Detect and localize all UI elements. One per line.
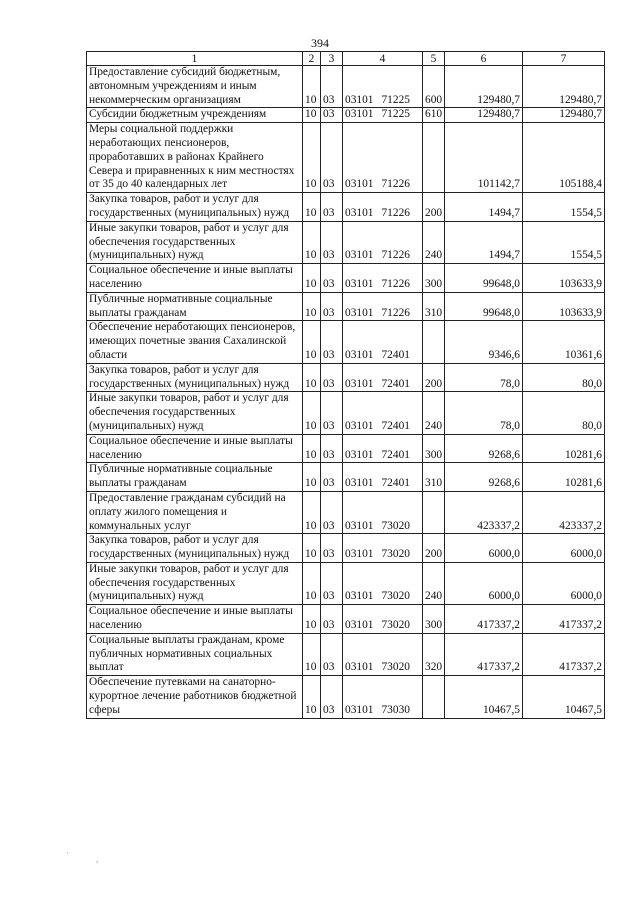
section-code-cell: 10 — [303, 193, 321, 222]
amount-year2-cell: 103633,9 — [523, 264, 605, 293]
target-direction-code: 73030 — [381, 703, 410, 716]
amount-year1-cell: 78,0 — [445, 392, 523, 434]
table-row — [87, 321, 605, 363]
section-code-cell: 10 — [303, 534, 321, 563]
row-name-cell: Социальное обеспечение и иные выплаты населению — [87, 605, 303, 634]
amount-year2-cell: 129480,7 — [523, 108, 605, 123]
target-article-cell — [343, 363, 423, 392]
table-row — [87, 193, 605, 222]
target-direction-code: 71226 — [381, 206, 410, 219]
target-direction-code: 73020 — [381, 548, 410, 561]
subsection-code-cell: 03 — [321, 292, 343, 321]
subsection-code-cell: 03 — [321, 633, 343, 675]
amount-year2-cell: 10361,6 — [523, 321, 605, 363]
scan-speck: , — [96, 854, 99, 864]
subsection-code-cell: 03 — [321, 491, 343, 533]
row-name-cell: Социальное обеспечение и иные выплаты населению — [87, 434, 303, 463]
subsection-code-cell: 03 — [321, 66, 343, 108]
amount-year1-cell: 1494,7 — [445, 221, 523, 263]
amount-year1-cell: 6000,0 — [445, 534, 523, 563]
target-article-cell — [343, 264, 423, 293]
target-program-code: 03101 — [345, 519, 374, 532]
subsection-code-cell: 03 — [321, 108, 343, 123]
expense-type-cell: 610 — [423, 108, 445, 123]
target-program-code: 03101 — [345, 249, 374, 262]
target-direction-code: 71226 — [381, 249, 410, 262]
section-code-cell: 10 — [303, 633, 321, 675]
target-article-cell — [343, 491, 423, 533]
target-article-cell — [343, 108, 423, 123]
row-name-cell: Обеспечение неработающих пенсионеров, имеющих почетные звания Сахалинской области — [87, 321, 303, 363]
expense-type-cell: 300 — [423, 605, 445, 634]
amount-year1-cell: 6000,0 — [445, 562, 523, 604]
target-program-code: 03101 — [345, 206, 374, 219]
amount-year1-cell: 417337,2 — [445, 605, 523, 634]
target-direction-code: 73020 — [381, 590, 410, 603]
expense-type-cell — [423, 321, 445, 363]
target-direction-code: 72401 — [381, 448, 410, 461]
target-program-code: 03101 — [345, 548, 374, 561]
header-cell: 2 — [303, 52, 321, 66]
table-row — [87, 676, 605, 718]
target-article-cell — [343, 193, 423, 222]
amount-year1-cell: 417337,2 — [445, 633, 523, 675]
amount-year2-cell: 423337,2 — [523, 491, 605, 533]
amount-year2-cell: 103633,9 — [523, 292, 605, 321]
target-direction-code: 71226 — [381, 306, 410, 319]
target-direction-code: 71225 — [381, 108, 410, 121]
section-code-cell: 10 — [303, 562, 321, 604]
target-article-cell — [343, 463, 423, 492]
row-name-cell: Предоставление субсидий бюджетным, автономным учреждениям и иным некоммерческим организациям — [87, 66, 303, 108]
section-code-cell: 10 — [303, 292, 321, 321]
target-article-cell — [343, 633, 423, 675]
target-direction-code: 71226 — [381, 277, 410, 290]
table-row — [87, 392, 605, 434]
section-code-cell: 10 — [303, 66, 321, 108]
amount-year2-cell: 10467,5 — [523, 676, 605, 718]
amount-year1-cell: 10467,5 — [445, 676, 523, 718]
target-program-code: 03101 — [345, 448, 374, 461]
target-article-cell — [343, 221, 423, 263]
target-program-code: 03101 — [345, 419, 374, 432]
expense-type-cell: 240 — [423, 562, 445, 604]
budget-table — [86, 51, 605, 719]
amount-year1-cell: 9268,6 — [445, 434, 523, 463]
table-row — [87, 123, 605, 193]
target-program-code: 03101 — [345, 348, 374, 361]
header-row — [87, 52, 605, 66]
section-code-cell: 10 — [303, 221, 321, 263]
target-direction-code: 72401 — [381, 419, 410, 432]
target-article-cell — [343, 292, 423, 321]
target-article-cell — [343, 434, 423, 463]
section-code-cell: 10 — [303, 363, 321, 392]
amount-year2-cell: 417337,2 — [523, 605, 605, 634]
table-row — [87, 434, 605, 463]
table-row — [87, 562, 605, 604]
target-program-code: 03101 — [345, 306, 374, 319]
header-cell: 7 — [523, 52, 605, 66]
amount-year2-cell: 105188,4 — [523, 123, 605, 193]
amount-year2-cell: 1554,5 — [523, 193, 605, 222]
row-name-cell: Закупка товаров, работ и услуг для государственных (муниципальных) нужд — [87, 363, 303, 392]
target-program-code: 03101 — [345, 178, 374, 191]
target-program-code: 03101 — [345, 590, 374, 603]
header-cell: 5 — [423, 52, 445, 66]
header-cell: 6 — [445, 52, 523, 66]
table-row — [87, 534, 605, 563]
expense-type-cell: 300 — [423, 434, 445, 463]
target-article-cell — [343, 676, 423, 718]
expense-type-cell: 310 — [423, 463, 445, 492]
amount-year1-cell: 129480,7 — [445, 66, 523, 108]
amount-year1-cell: 9268,6 — [445, 463, 523, 492]
expense-type-cell — [423, 676, 445, 718]
target-direction-code: 72401 — [381, 477, 410, 490]
table-row — [87, 633, 605, 675]
target-article-cell — [343, 534, 423, 563]
target-program-code: 03101 — [345, 477, 374, 490]
expense-type-cell — [423, 123, 445, 193]
expense-type-cell: 320 — [423, 633, 445, 675]
expense-type-cell: 300 — [423, 264, 445, 293]
amount-year2-cell: 6000,0 — [523, 534, 605, 563]
header-cell: 3 — [321, 52, 343, 66]
row-name-cell: Социальное обеспечение и иные выплаты населению — [87, 264, 303, 293]
table-row — [87, 66, 605, 108]
subsection-code-cell: 03 — [321, 534, 343, 563]
table-row — [87, 491, 605, 533]
amount-year1-cell: 78,0 — [445, 363, 523, 392]
section-code-cell: 10 — [303, 321, 321, 363]
header-cell: 4 — [343, 52, 423, 66]
amount-year2-cell: 80,0 — [523, 363, 605, 392]
header-cell: 1 — [87, 52, 303, 66]
table-row — [87, 108, 605, 123]
amount-year1-cell: 423337,2 — [445, 491, 523, 533]
subsection-code-cell: 03 — [321, 221, 343, 263]
section-code-cell: 10 — [303, 463, 321, 492]
amount-year1-cell: 129480,7 — [445, 108, 523, 123]
target-direction-code: 71225 — [381, 93, 410, 106]
subsection-code-cell: 03 — [321, 434, 343, 463]
amount-year2-cell: 80,0 — [523, 392, 605, 434]
row-name-cell: Меры социальной поддержки неработающих пенсионеров, проработавших в районах Крайнего Севера и приравненных к ним местностях от 35 до 40 календарных лет — [87, 123, 303, 193]
scan-speck: · — [66, 848, 69, 858]
subsection-code-cell: 03 — [321, 676, 343, 718]
table-row — [87, 605, 605, 634]
row-name-cell: Публичные нормативные социальные выплаты гражданам — [87, 463, 303, 492]
target-program-code: 03101 — [345, 703, 374, 716]
subsection-code-cell: 03 — [321, 562, 343, 604]
row-name-cell: Закупка товаров, работ и услуг для государственных (муниципальных) нужд — [87, 534, 303, 563]
table-row — [87, 264, 605, 293]
row-name-cell: Социальные выплаты гражданам, кроме публичных нормативных социальных выплат — [87, 633, 303, 675]
target-direction-code: 73020 — [381, 661, 410, 674]
target-direction-code: 73020 — [381, 619, 410, 632]
row-name-cell: Публичные нормативные социальные выплаты гражданам — [87, 292, 303, 321]
expense-type-cell: 240 — [423, 392, 445, 434]
amount-year1-cell: 9346,6 — [445, 321, 523, 363]
table-row — [87, 221, 605, 263]
section-code-cell: 10 — [303, 264, 321, 293]
subsection-code-cell: 03 — [321, 392, 343, 434]
target-program-code: 03101 — [345, 619, 374, 632]
subsection-code-cell: 03 — [321, 605, 343, 634]
row-name-cell: Закупка товаров, работ и услуг для государственных (муниципальных) нужд — [87, 193, 303, 222]
target-direction-code: 73020 — [381, 519, 410, 532]
row-name-cell: Иные закупки товаров, работ и услуг для обеспечения государственных (муниципальных) нужд — [87, 562, 303, 604]
target-direction-code: 71226 — [381, 178, 410, 191]
expense-type-cell: 200 — [423, 363, 445, 392]
amount-year1-cell: 101142,7 — [445, 123, 523, 193]
row-name-cell: Иные закупки товаров, работ и услуг для обеспечения государственных (муниципальных) нужд — [87, 221, 303, 263]
target-article-cell — [343, 123, 423, 193]
section-code-cell: 10 — [303, 676, 321, 718]
amount-year2-cell: 417337,2 — [523, 633, 605, 675]
target-article-cell — [343, 605, 423, 634]
amount-year2-cell: 10281,6 — [523, 463, 605, 492]
subsection-code-cell: 03 — [321, 363, 343, 392]
table-row — [87, 463, 605, 492]
subsection-code-cell: 03 — [321, 193, 343, 222]
target-article-cell — [343, 392, 423, 434]
section-code-cell: 10 — [303, 392, 321, 434]
section-code-cell: 10 — [303, 108, 321, 123]
target-direction-code: 72401 — [381, 377, 410, 390]
expense-type-cell: 600 — [423, 66, 445, 108]
expense-type-cell: 200 — [423, 193, 445, 222]
expense-type-cell: 310 — [423, 292, 445, 321]
section-code-cell: 10 — [303, 434, 321, 463]
subsection-code-cell: 03 — [321, 463, 343, 492]
target-program-code: 03101 — [345, 377, 374, 390]
row-name-cell: Предоставление гражданам субсидий на оплату жилого помещения и коммунальных услуг — [87, 491, 303, 533]
target-program-code: 03101 — [345, 108, 374, 121]
amount-year1-cell: 99648,0 — [445, 264, 523, 293]
target-program-code: 03101 — [345, 661, 374, 674]
target-program-code: 03101 — [345, 93, 374, 106]
table-row — [87, 292, 605, 321]
subsection-code-cell: 03 — [321, 123, 343, 193]
target-article-cell — [343, 562, 423, 604]
amount-year2-cell: 129480,7 — [523, 66, 605, 108]
amount-year2-cell: 6000,0 — [523, 562, 605, 604]
section-code-cell: 10 — [303, 605, 321, 634]
page-number: 394 — [311, 36, 329, 50]
amount-year2-cell: 10281,6 — [523, 434, 605, 463]
amount-year1-cell: 1494,7 — [445, 193, 523, 222]
target-article-cell — [343, 66, 423, 108]
section-code-cell: 10 — [303, 123, 321, 193]
target-direction-code: 72401 — [381, 348, 410, 361]
amount-year1-cell: 99648,0 — [445, 292, 523, 321]
subsection-code-cell: 03 — [321, 264, 343, 293]
expense-type-cell: 240 — [423, 221, 445, 263]
target-article-cell — [343, 321, 423, 363]
expense-type-cell — [423, 491, 445, 533]
row-name-cell: Обеспечение путевками на санаторно-курортное лечение работников бюджетной сферы — [87, 676, 303, 718]
expense-type-cell: 200 — [423, 534, 445, 563]
amount-year2-cell: 1554,5 — [523, 221, 605, 263]
table-row — [87, 363, 605, 392]
section-code-cell: 10 — [303, 491, 321, 533]
row-name-cell: Иные закупки товаров, работ и услуг для обеспечения государственных (муниципальных) нужд — [87, 392, 303, 434]
row-name-cell: Субсидии бюджетным учреждениям — [87, 108, 303, 123]
target-program-code: 03101 — [345, 277, 374, 290]
subsection-code-cell: 03 — [321, 321, 343, 363]
